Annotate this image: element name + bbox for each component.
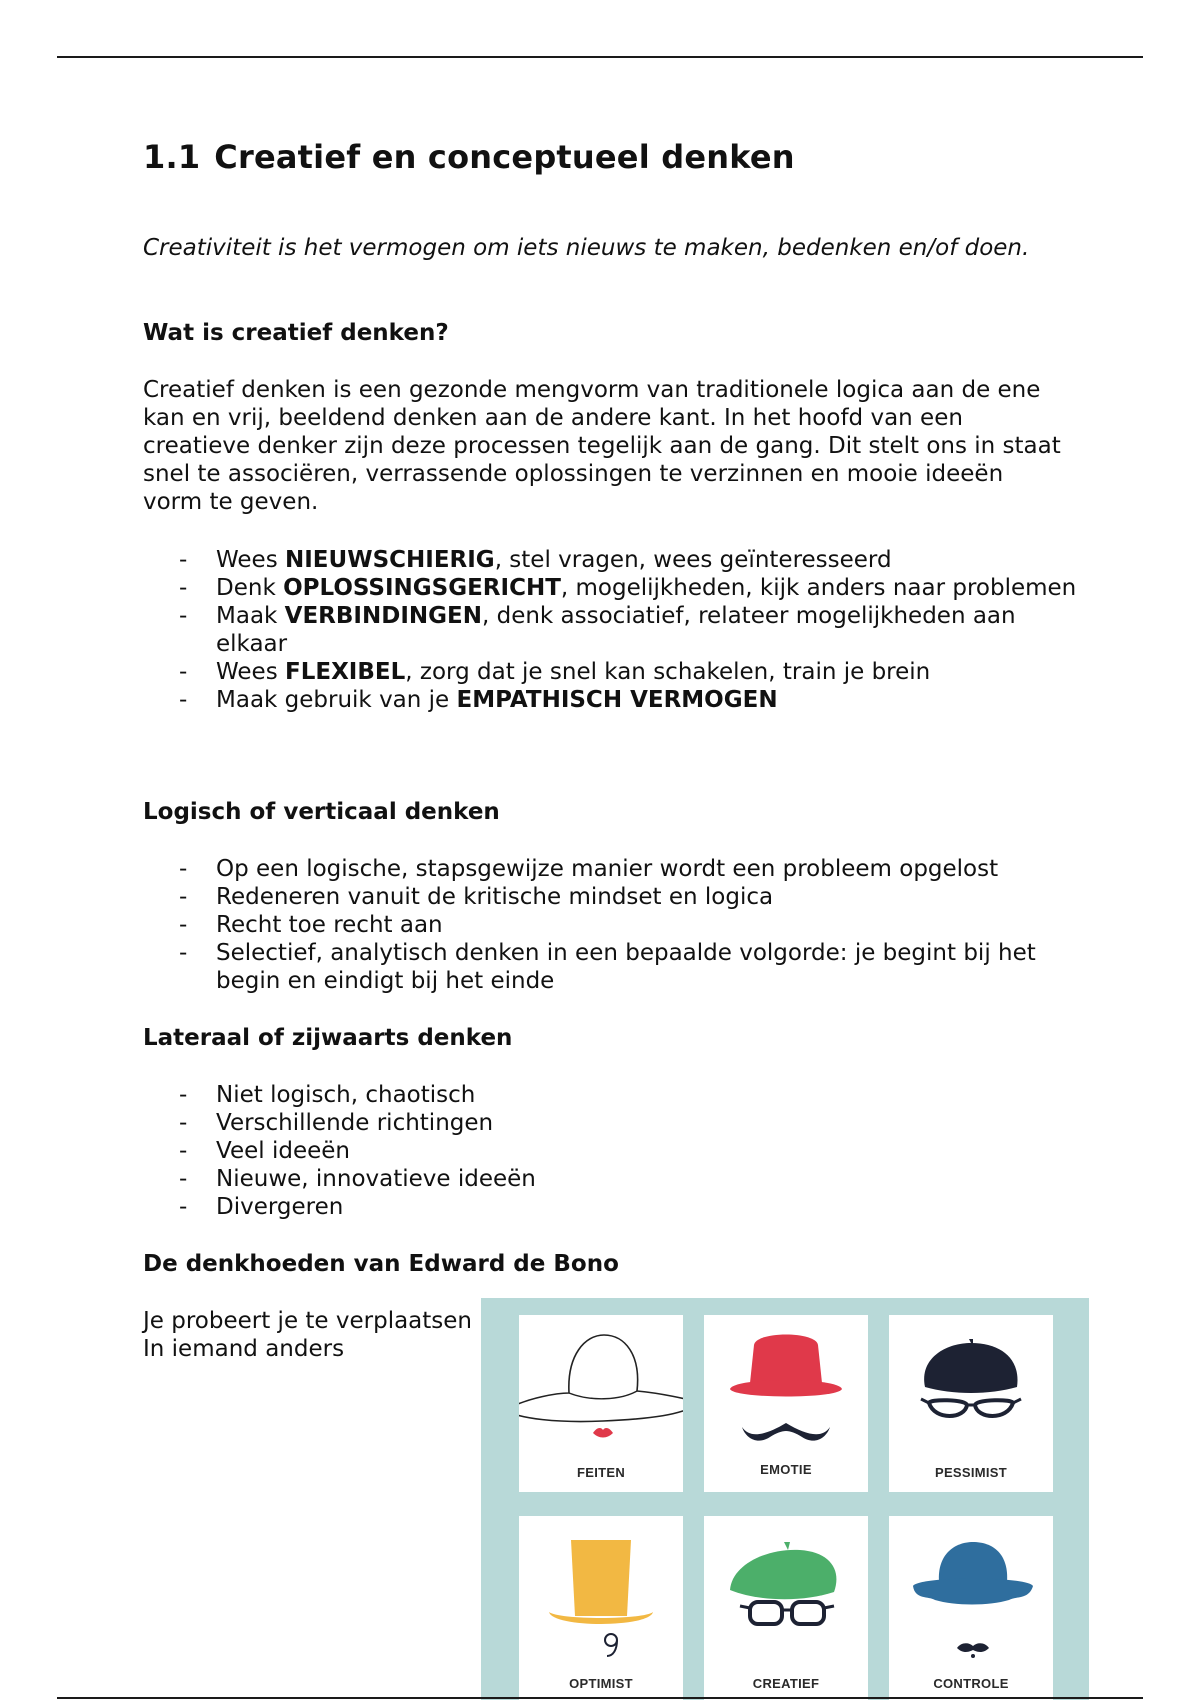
yellow-hat-icon: [519, 1516, 683, 1700]
intro-definition: Creativiteit is het vermogen om iets nieuws te maken, bedenken en/of doen.: [143, 235, 1030, 261]
list-item: - Maak VERBINDINGEN, denk associatief, relateer mogelijkheden aan elkaar: [179, 603, 1016, 657]
list-item: - Denk OPLOSSINGSGERICHT, mogelijkheden, kijk anders naar problemen: [179, 575, 1077, 601]
heading-lateral: Lateraal of zijwaarts denken: [143, 1025, 513, 1051]
title-number: 1.1: [143, 138, 201, 176]
thinking-hats-figure: [481, 1298, 1089, 1700]
list-item: - Niet logisch, chaotisch: [179, 1082, 476, 1108]
title-text: Creatief en conceptueel denken: [214, 138, 795, 176]
blue-hat-icon: [889, 1516, 1053, 1700]
hat-label: CREATIEF: [752, 1676, 820, 1691]
logical-list: [143, 855, 1083, 995]
hat-card-creatief: [704, 1516, 868, 1700]
list-item: - Verschillende richtingen: [179, 1110, 494, 1136]
green-hat-icon: [704, 1516, 868, 1700]
heading-hats: De denkhoeden van Edward de Bono: [143, 1251, 619, 1277]
list-item: - Redeneren vanuit de kritische mindset en logica: [179, 884, 774, 910]
list-item: - Wees NIEUWSCHIERIG, stel vragen, wees geïnteresseerd: [179, 547, 892, 573]
top-rule: [57, 56, 1143, 58]
list-item: - Divergeren: [179, 1194, 344, 1220]
list-item: - Wees FLEXIBEL, zorg dat je snel kan schakelen, train je brein: [179, 659, 931, 685]
list-item: - Op een logische, stapsgewijze manier wordt een probleem opgelost: [179, 856, 999, 882]
list-item: - Selectief, analytisch denken in een bepaalde volgorde: je begint bij het begin en eindigt bij het einde: [179, 940, 1036, 994]
list-item: - Veel ideeën: [179, 1138, 350, 1164]
list-item: - Recht toe recht aan: [179, 912, 443, 938]
hat-label: PESSIMIST: [934, 1465, 1008, 1480]
page-title: [143, 138, 1083, 176]
hat-card-emotie: [704, 1315, 868, 1492]
list-item: - Nieuwe, innovatieve ideeën: [179, 1166, 536, 1192]
lateral-list: [143, 1081, 1083, 1221]
creative-paragraph: Creatief denken is een gezonde mengvorm van traditionele logica aan de ene kan en vrij, beeldend denken aan de andere kant. In het hoofd van een creatieve denker zijn deze processen tegelijk aan de gang. Dit stelt ons in staat snel te associëren, verrassende oplossingen te verzinnen en mooie ideeën vorm te geven.: [143, 377, 1061, 515]
hat-label: OPTIMIST: [569, 1676, 633, 1691]
hat-card-pessimist: [889, 1315, 1053, 1492]
hat-card-controle: [889, 1516, 1053, 1700]
heading-creative: Wat is creatief denken?: [143, 320, 449, 346]
hat-label: FEITEN: [576, 1465, 626, 1480]
bottom-rule: [57, 1697, 1143, 1699]
hat-label: CONTROLE: [933, 1676, 1009, 1691]
list-item: - Maak gebruik van je EMPATHISCH VERMOGEN: [179, 687, 778, 713]
creative-list: [143, 546, 1083, 714]
hat-card-optimist: [519, 1516, 683, 1700]
hat-label: EMOTIE: [760, 1462, 812, 1477]
heading-logical: Logisch of verticaal denken: [143, 799, 500, 825]
document-body: [143, 138, 1083, 1362]
hats-text: Je probeert je te verplaatsen In iemand anders: [143, 1308, 473, 1362]
hat-card-feiten: [519, 1315, 683, 1492]
